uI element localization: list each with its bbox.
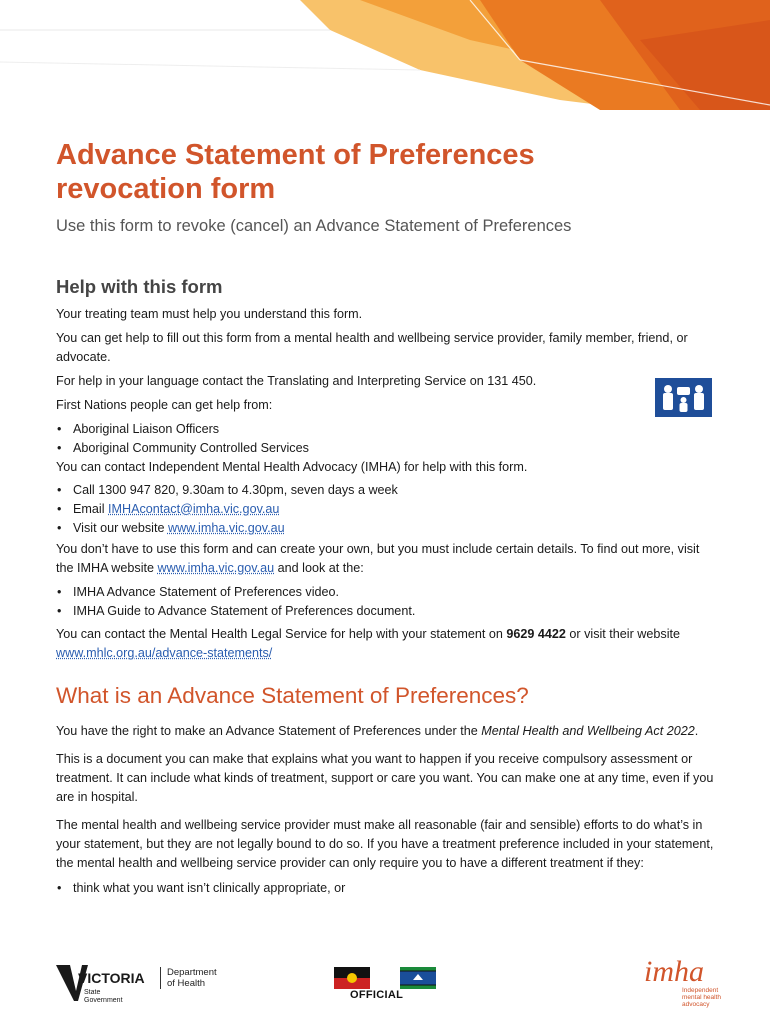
mhlc-website-link[interactable]: www.mhlc.org.au/advance-statements/ bbox=[56, 646, 273, 660]
help-text: For help in your language contact the Translating and Interpreting Service on 131 450. bbox=[56, 374, 537, 388]
what-is-heading: What is an Advance Statement of Preferences? bbox=[56, 683, 529, 708]
email-label: Email bbox=[73, 502, 108, 516]
imha-resources-list bbox=[56, 583, 716, 621]
legal-service-phone: 9629 4422 bbox=[506, 627, 566, 641]
header-banner bbox=[0, 0, 770, 110]
victoria-wordmark: VICTORIA bbox=[78, 970, 145, 986]
dept-line-2: of Health bbox=[167, 978, 206, 989]
help-text: First Nations people can get help from: bbox=[56, 398, 273, 412]
imha-website-link[interactable]: www.imha.vic.gov.au bbox=[167, 521, 285, 535]
imha-tagline: Independent mental health advocacy bbox=[682, 987, 722, 1008]
what-text bbox=[56, 722, 716, 741]
official-classification: OFFICIAL bbox=[350, 989, 404, 1001]
treatment-conditions-list bbox=[56, 879, 716, 898]
page-subtitle: Use this form to revoke (cancel) an Advance Statement of Preferences bbox=[56, 217, 572, 235]
list-item: • IMHA Advance Statement of Preferences video. bbox=[56, 583, 716, 602]
title-line-2: revocation form bbox=[56, 173, 276, 205]
text-part: You can contact the Mental Health Legal Service for help with your statement on bbox=[56, 627, 507, 641]
dept-line-1: Department bbox=[167, 967, 217, 978]
act-title: Mental Health and Wellbeing Act 2022 bbox=[481, 724, 695, 738]
text-part: You have the right to make an Advance Statement of Preferences under the bbox=[56, 724, 482, 738]
aboriginal-flag-icon bbox=[334, 967, 370, 989]
list-item: • Call 1300 947 820, 9.30am to 4.30pm, seven days a week bbox=[56, 481, 716, 500]
list-item: • Aboriginal Liaison Officers bbox=[56, 420, 716, 439]
text-part: or visit their website bbox=[565, 627, 681, 641]
state-label: State bbox=[84, 989, 101, 996]
list-item: • think what you want isn’t clinically appropriate, or bbox=[56, 879, 716, 898]
first-nations-list bbox=[56, 420, 716, 458]
main-content bbox=[56, 305, 716, 898]
list-item: • IMHA Guide to Advance Statement of Preferences document. bbox=[56, 602, 716, 621]
help-text: You can get help to fill out this form from a mental health and wellbeing service provider, family member, friend, or advocate. bbox=[56, 331, 688, 364]
government-label: Government bbox=[84, 997, 123, 1004]
text-part: You don’t have to use this form and can create your own, but you must include certain details. To find out more, visit the IMHA website bbox=[56, 542, 700, 575]
what-text: This is a document you can make that explains what you want to happen if you receive compulsory assessment or treatment. It can include what kinds of treatment, support or care you want. You can make one at any time, even if you are in hospital. bbox=[56, 752, 714, 804]
text-part: . bbox=[694, 724, 699, 738]
title-line-1: Advance Statement of Preferences bbox=[56, 139, 535, 171]
page-title bbox=[56, 138, 535, 206]
page-footer bbox=[0, 955, 770, 1024]
help-heading: Help with this form bbox=[56, 276, 223, 297]
imha-logo: imha bbox=[644, 955, 704, 988]
imha-email-link[interactable]: IMHAcontact@imha.vic.gov.au bbox=[108, 502, 280, 516]
torres-strait-flag-icon bbox=[400, 967, 436, 989]
help-text bbox=[56, 625, 716, 663]
victoria-government-logo bbox=[56, 961, 146, 1010]
department-of-health bbox=[160, 967, 217, 989]
list-item bbox=[56, 500, 716, 519]
list-item: • Aboriginal Community Controlled Services bbox=[56, 439, 716, 458]
visit-label: Visit our website bbox=[73, 521, 168, 535]
imha-contact-list bbox=[56, 481, 716, 538]
help-text bbox=[56, 540, 716, 578]
imha-website-link[interactable]: www.imha.vic.gov.au bbox=[157, 561, 275, 575]
list-item bbox=[56, 519, 716, 538]
help-text: You can contact Independent Mental Health Advocacy (IMHA) for help with this form. bbox=[56, 460, 528, 474]
what-text: The mental health and wellbeing service provider must make all reasonable (fair and sensible) efforts to do what’s in your statement, but they are not legally bound to do so. If you have a treatment preference included in your statement, the mental health and wellbeing service provider can only require you to have a different treatment if they: bbox=[56, 818, 714, 870]
help-text: Your treating team must help you understand this form. bbox=[56, 307, 363, 321]
text-part: and look at the: bbox=[274, 561, 364, 575]
